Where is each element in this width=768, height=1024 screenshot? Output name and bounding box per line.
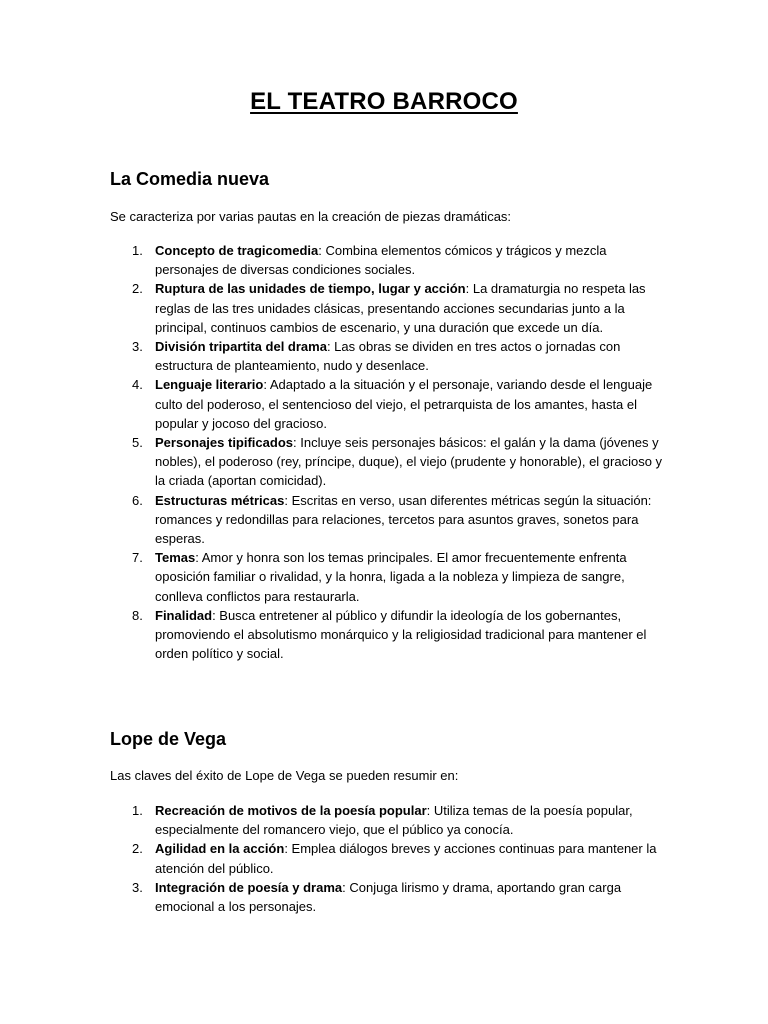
list-item — [110, 801, 670, 839]
list-item — [110, 839, 670, 877]
list-number: 6. — [132, 492, 143, 508]
list-item-term: Personajes tipificados — [155, 435, 293, 451]
list-item-text: : Amor y honra son los temas principales. El amor frecuentemente enfrenta oposición familiar o rivalidad, y la honra, ligada a la nobleza y limpieza de sangre, conlleva conflictos para restaurarla. — [155, 550, 627, 604]
list-item-term: Concepto de tragicomedia — [155, 243, 319, 258]
comedia-nueva-list — [110, 241, 670, 663]
list-item-text: : La dramaturgia no respeta las reglas de las tres unidades clásicas, presentando acciones secundarias junto a la principal, continuos cambios de escenario, y una duración que excede un día. — [155, 281, 646, 335]
list-item-text: : Incluye seis personajes básicos: el galán y la dama (jóvenes y nobles), el poderoso (rey, príncipe, duque), el viejo (prudente y honorable), el gracioso y la criada (aportan comicidad). — [155, 435, 663, 489]
list-number: 4. — [132, 377, 143, 393]
list-item-term: Lenguaje literario — [155, 377, 264, 393]
list-item — [110, 433, 670, 491]
list-item — [110, 337, 670, 375]
list-number: 7. — [132, 550, 143, 566]
list-item-text: : Emplea diálogos breves y acciones continuas para mantener la atención del público. — [155, 841, 657, 876]
list-item — [110, 375, 670, 433]
section-intro-comedia-nueva: Se caracteriza por varias pautas en la creación de piezas dramáticas: — [110, 209, 512, 224]
list-item — [110, 606, 670, 664]
list-item — [110, 548, 670, 606]
list-item-text: : Adaptado a la situación y el personaje, variando desde el lenguaje culto del poderoso, el sentencioso del viejo, el petrarquista de los amantes, hasta el popular y jocoso del gracioso. — [155, 377, 653, 431]
list-number: 1. — [132, 243, 143, 258]
list-item-term: Recreación de motivos de la poesía popular — [155, 803, 427, 818]
list-item-text: : Conjuga lirismo y drama, aportando gran carga emocional a los personajes. — [155, 879, 622, 915]
list-item-text: : Las obras se dividen en tres actos o jornadas con estructura de planteamiento, nudo y desenlace. — [155, 339, 621, 374]
lope-de-vega-list — [110, 801, 670, 916]
section-heading-comedia-nueva: La Comedia nueva — [110, 169, 270, 189]
section-intro-lope-de-vega: Las claves del éxito de Lope de Vega se pueden resumir en: — [110, 768, 459, 783]
document-title: EL TEATRO BARROCO — [250, 88, 518, 115]
list-item — [110, 491, 670, 549]
list-item-term: Finalidad — [155, 607, 213, 623]
list-number: 2. — [132, 281, 143, 297]
list-item-term: División tripartita del drama — [155, 339, 327, 355]
list-item-term: Integración de poesía y drama — [155, 879, 343, 895]
list-number: 3. — [132, 339, 143, 355]
list-number: 1. — [132, 803, 143, 818]
list-item-term: Ruptura de las unidades de tiempo, lugar y acción — [155, 281, 466, 297]
list-item-text: : Busca entretener al público y difundir la ideología de los gobernantes, promoviendo el absolutismo monárquico y la religiosidad tradicional para mantener el orden político y social. — [155, 607, 647, 662]
list-item — [110, 241, 670, 279]
list-item-text: : Combina elementos cómicos y trágicos y mezcla personajes de diversas condiciones sociales. — [155, 243, 607, 278]
list-number: 8. — [132, 607, 143, 623]
list-item — [110, 878, 670, 916]
list-item-term: Agilidad en la acción — [155, 841, 285, 857]
list-number: 2. — [132, 841, 143, 857]
list-item — [110, 279, 670, 337]
list-item-text: : Utiliza temas de la poesía popular, especialmente del romancero viejo, que el público ya conocía. — [155, 803, 633, 838]
list-item-term: Estructuras métricas — [155, 492, 285, 508]
list-number: 3. — [132, 879, 143, 895]
list-item-term: Temas — [155, 550, 196, 566]
list-number: 5. — [132, 435, 143, 451]
section-heading-lope-de-vega: Lope de Vega — [110, 729, 227, 749]
list-item-text: : Escritas en verso, usan diferentes métricas según la situación: romances y redondillas para relaciones, tercetos para asuntos graves, sonetos para esperas. — [155, 492, 652, 547]
